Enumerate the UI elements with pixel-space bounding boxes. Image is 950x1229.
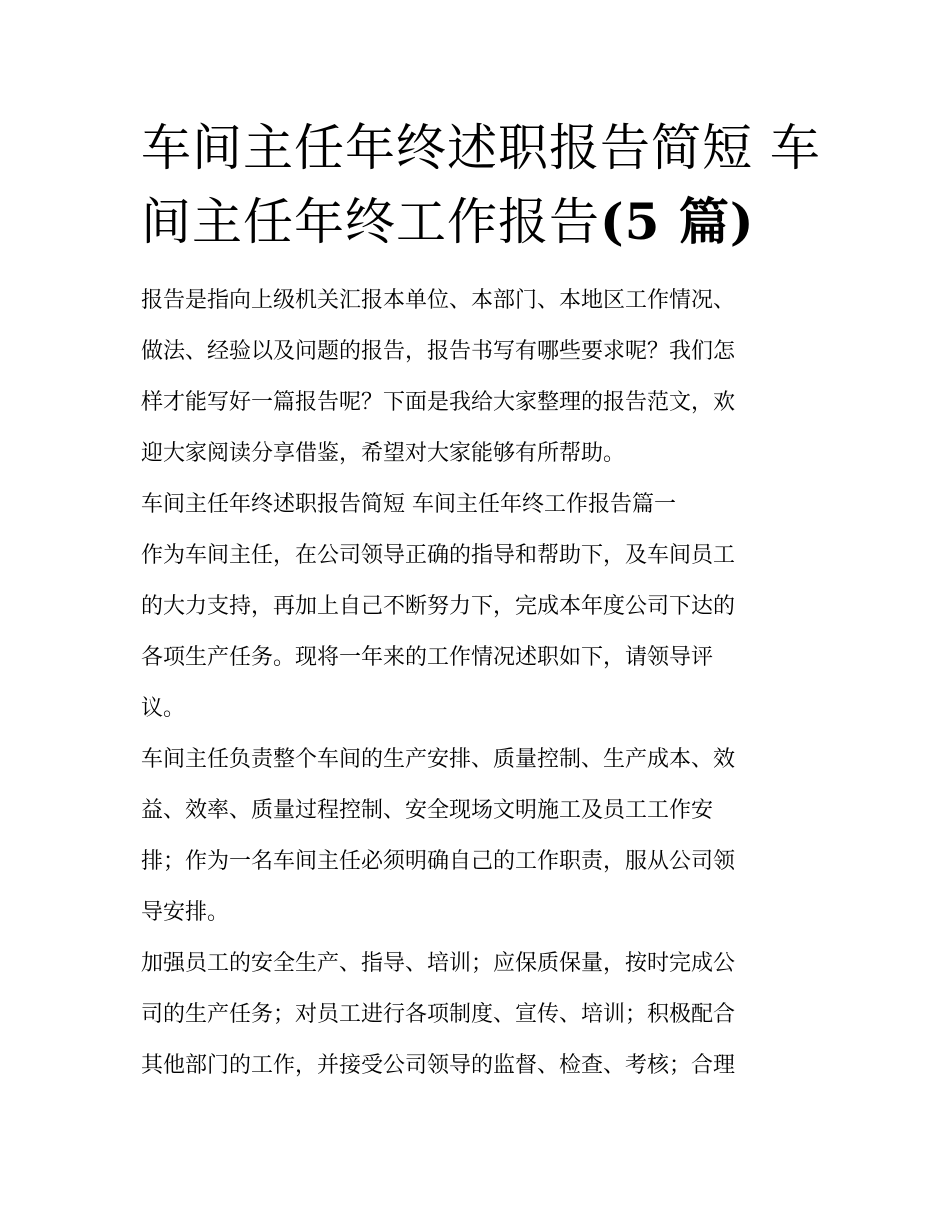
intro-line: 样才能写好一篇报告呢？下面是我给大家整理的报告范文，欢 xyxy=(141,390,736,415)
document-title xyxy=(141,112,821,259)
body-paragraph-3 xyxy=(141,938,813,1091)
title-line-1: 车间主任年终述职报告简短 车 xyxy=(141,119,821,177)
paragraph-line: 导安排。 xyxy=(141,900,230,925)
paragraph-line: 其他部门的工作，并接受公司领导的监督、检查、考核；合理 xyxy=(141,1053,736,1078)
paragraph-line: 的大力支持，再加上自己不断努力下，完成本年度公司下达的 xyxy=(141,594,736,619)
paragraph-line: 益、效率、质量过程控制、安全现场文明施工及员工工作安 xyxy=(141,798,714,823)
intro-line: 迎大家阅读分享借鉴，希望对大家能够有所帮助。 xyxy=(141,441,626,466)
paragraph-line: 议。 xyxy=(141,696,186,721)
paragraph-line: 加强员工的安全生产、指导、培训；应保质保量，按时完成公 xyxy=(141,951,736,976)
title-line-2 xyxy=(141,185,813,259)
intro-paragraph xyxy=(141,275,813,479)
section-heading xyxy=(141,479,813,530)
paragraph-line: 司的生产任务；对员工进行各项制度、宣传、培训；积极配合 xyxy=(141,1002,736,1027)
title-line-2-text: 间主任年终工作报告 xyxy=(141,193,600,251)
body-paragraph-1 xyxy=(141,530,813,734)
document-content xyxy=(141,112,821,1091)
section-heading-text: 车间主任年终述职报告简短 车间主任年终工作报告篇一 xyxy=(141,492,676,517)
intro-line: 报告是指向上级机关汇报本单位、本部门、本地区工作情况、 xyxy=(141,288,736,313)
intro-line: 做法、经验以及问题的报告，报告书写有哪些要求呢？我们怎 xyxy=(141,339,736,364)
title-count: (5 篇) xyxy=(600,192,755,251)
paragraph-line: 车间主任负责整个车间的生产安排、质量控制、生产成本、效 xyxy=(141,747,736,772)
paragraph-line: 排；作为一名车间主任必须明确自己的工作职责，服从公司领 xyxy=(141,849,736,874)
body-paragraph-2 xyxy=(141,734,813,938)
paragraph-line: 各项生产任务。现将一年来的工作情况述职如下，请领导评 xyxy=(141,645,714,670)
paragraph-line: 作为车间主任，在公司领导正确的指导和帮助下，及车间员工 xyxy=(141,543,736,568)
